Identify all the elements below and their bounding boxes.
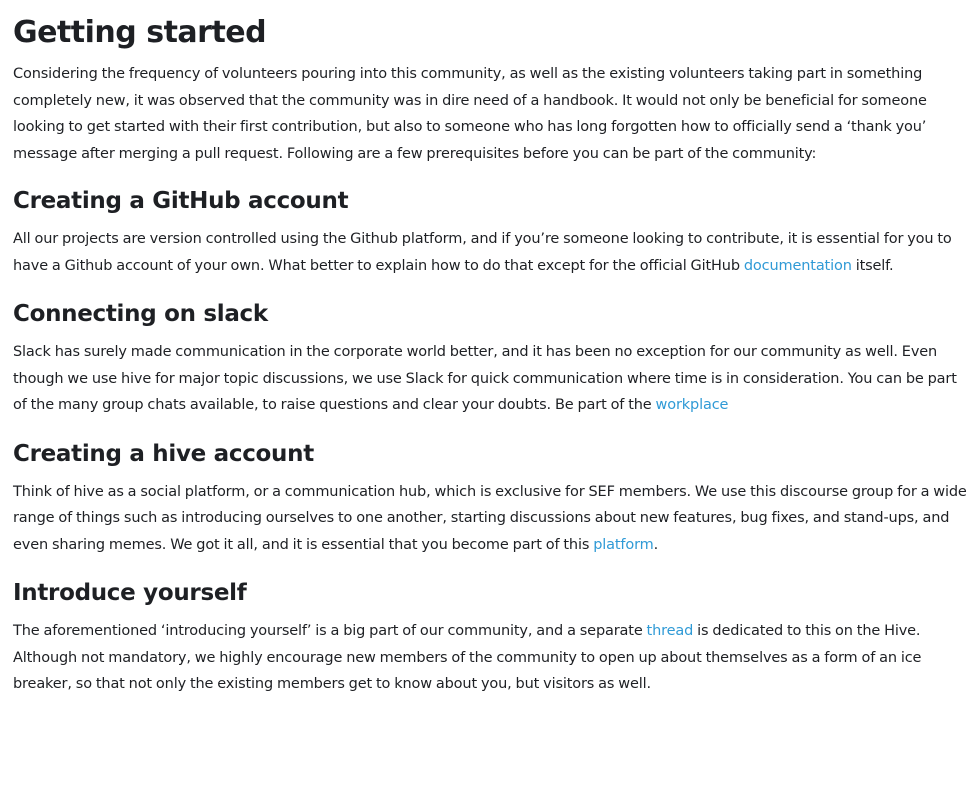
section-heading: Creating a hive account <box>13 440 314 467</box>
section-github-account <box>13 186 968 279</box>
section-heading: Connecting on slack <box>13 301 268 327</box>
section-paragraph <box>13 339 968 419</box>
section-hive-account <box>13 439 968 559</box>
thread-link[interactable]: thread <box>646 623 694 639</box>
paragraph-text: . <box>653 536 659 553</box>
section-heading: Creating a GitHub account <box>13 188 349 214</box>
section-paragraph <box>13 618 968 698</box>
documentation-link[interactable]: documentation <box>743 257 852 274</box>
section-slack <box>13 299 968 419</box>
paragraph-text: All our projects are version controlled using the Github platform, and if you’re someone looking to contribute, it is essential for you to have a Github account of your own. What better to explain how to do that except for the official GitHub <box>13 231 952 274</box>
paragraph-text: is dedicated to this on the Hive. Although not mandatory, we highly encourage new members of the community to open up about themselves as a form of an ice breaker, so that not only the existing members get to know about you, but visitors as well. <box>13 623 922 692</box>
paragraph-text: Slack has surely made communication in the corporate world better, and it has been no exception for our community as well. Even though we use hive for major topic discussions, we use Slack for quick communication where time is in consideration. You can be part of the many group chats available, to raise questions and clear your doubts. Be part of the <box>13 344 957 413</box>
section-paragraph <box>13 479 968 559</box>
paragraph-text: The aforementioned ‘introducing yourself’ is a big part of our community, and a separate <box>13 623 647 639</box>
paragraph-text: itself. <box>851 257 894 274</box>
intro-paragraph: Considering the frequency of volunteers pouring into this community, as well as the existing volunteers taking part in something completely new, it was observed that the community was in dire need of a handbook. It would not only be beneficial for someone looking to get started with their first contribution, but also to someone who has long forgotten how to officially send a ‘thank you’ message after merging a pull request. Following are a few prerequisites before you can be part of the community: <box>13 66 927 162</box>
paragraph-text: Think of hive as a social platform, or a communication hub, which is exclusive for SEF members. We use this discourse group for a wide range of things such as introducing ourselves to one another, starting discussions about new features, bug fixes, and stand-ups, and even sharing memes. We got it all, and it is essential that you become part of this <box>13 483 967 553</box>
section-heading: Introduce yourself <box>13 580 247 606</box>
page-title: Getting started <box>13 15 267 50</box>
section-paragraph <box>13 226 968 279</box>
workplace-link[interactable]: workplace <box>655 397 729 413</box>
platform-link[interactable]: platform <box>593 536 654 553</box>
section-introduce-yourself <box>13 578 968 698</box>
